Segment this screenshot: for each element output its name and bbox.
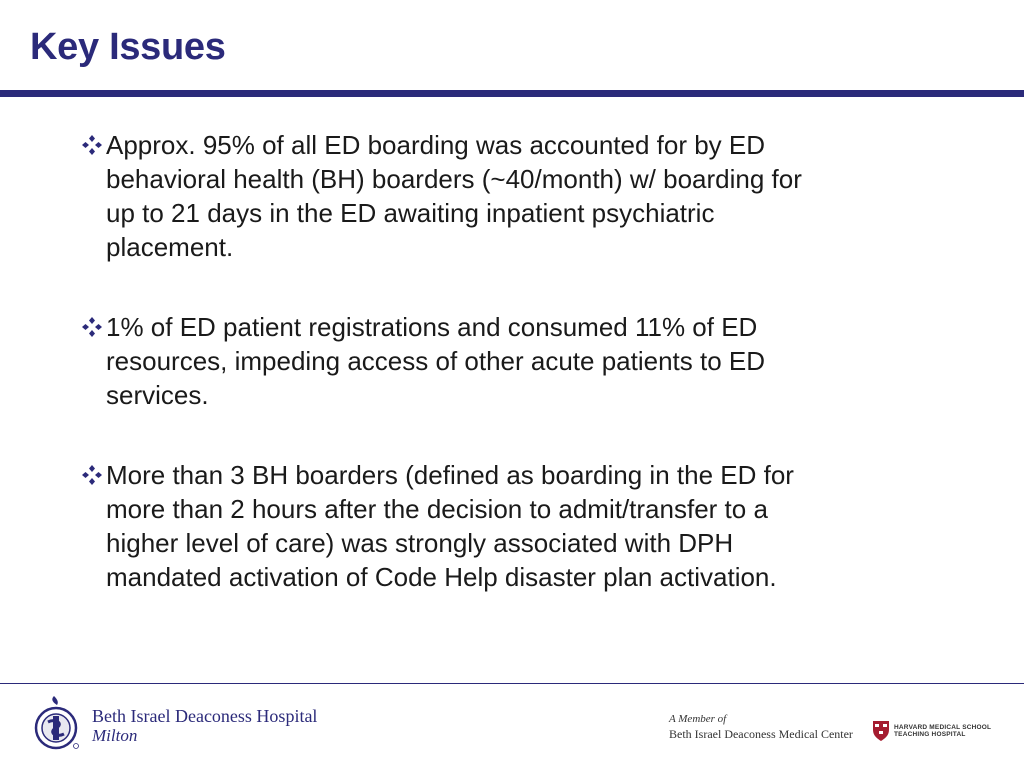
harvard-affiliation bbox=[894, 724, 991, 738]
footer-divider bbox=[0, 683, 1024, 684]
harvard-line-1: HARVARD MEDICAL SCHOOL bbox=[894, 724, 992, 731]
member-of-label: A Member of bbox=[669, 713, 727, 725]
harvard-shield-icon bbox=[872, 720, 890, 742]
harvard-line-2: TEACHING HOSPITAL bbox=[894, 731, 966, 738]
bullet-text: More than 3 BH boarders (defined as boarding in the ED for more than 2 hours after the decision to admit/transfer to a higher level of care) was strongly associated with DPH mandated activation of Code Help disaster plan activation. bbox=[106, 460, 794, 592]
member-center-name: Beth Israel Deaconess Medical Center bbox=[669, 727, 853, 741]
bullet-item bbox=[80, 310, 810, 412]
hospital-logo-icon bbox=[32, 694, 82, 752]
title-divider bbox=[0, 90, 1024, 97]
diamond-bullet-icon bbox=[80, 464, 104, 486]
hospital-name: Beth Israel Deaconess Hospital bbox=[92, 706, 318, 726]
diamond-bullet-icon bbox=[80, 134, 104, 156]
hospital-location: Milton bbox=[92, 726, 138, 745]
bullet-item bbox=[80, 128, 810, 264]
bullet-item bbox=[80, 458, 810, 594]
diamond-bullet-icon bbox=[80, 316, 104, 338]
bullet-text: 1% of ED patient registrations and consumed 11% of ED resources, impeding access of other acute patients to ED services. bbox=[106, 312, 766, 410]
bullet-text: Approx. 95% of all ED boarding was accounted for by ED behavioral health (BH) boarders (~40/month) w/ boarding for up to 21 days in the ED awaiting inpatient psychiatric placement. bbox=[106, 130, 802, 262]
bullet-list bbox=[80, 128, 810, 640]
slide-title: Key Issues bbox=[30, 26, 226, 68]
